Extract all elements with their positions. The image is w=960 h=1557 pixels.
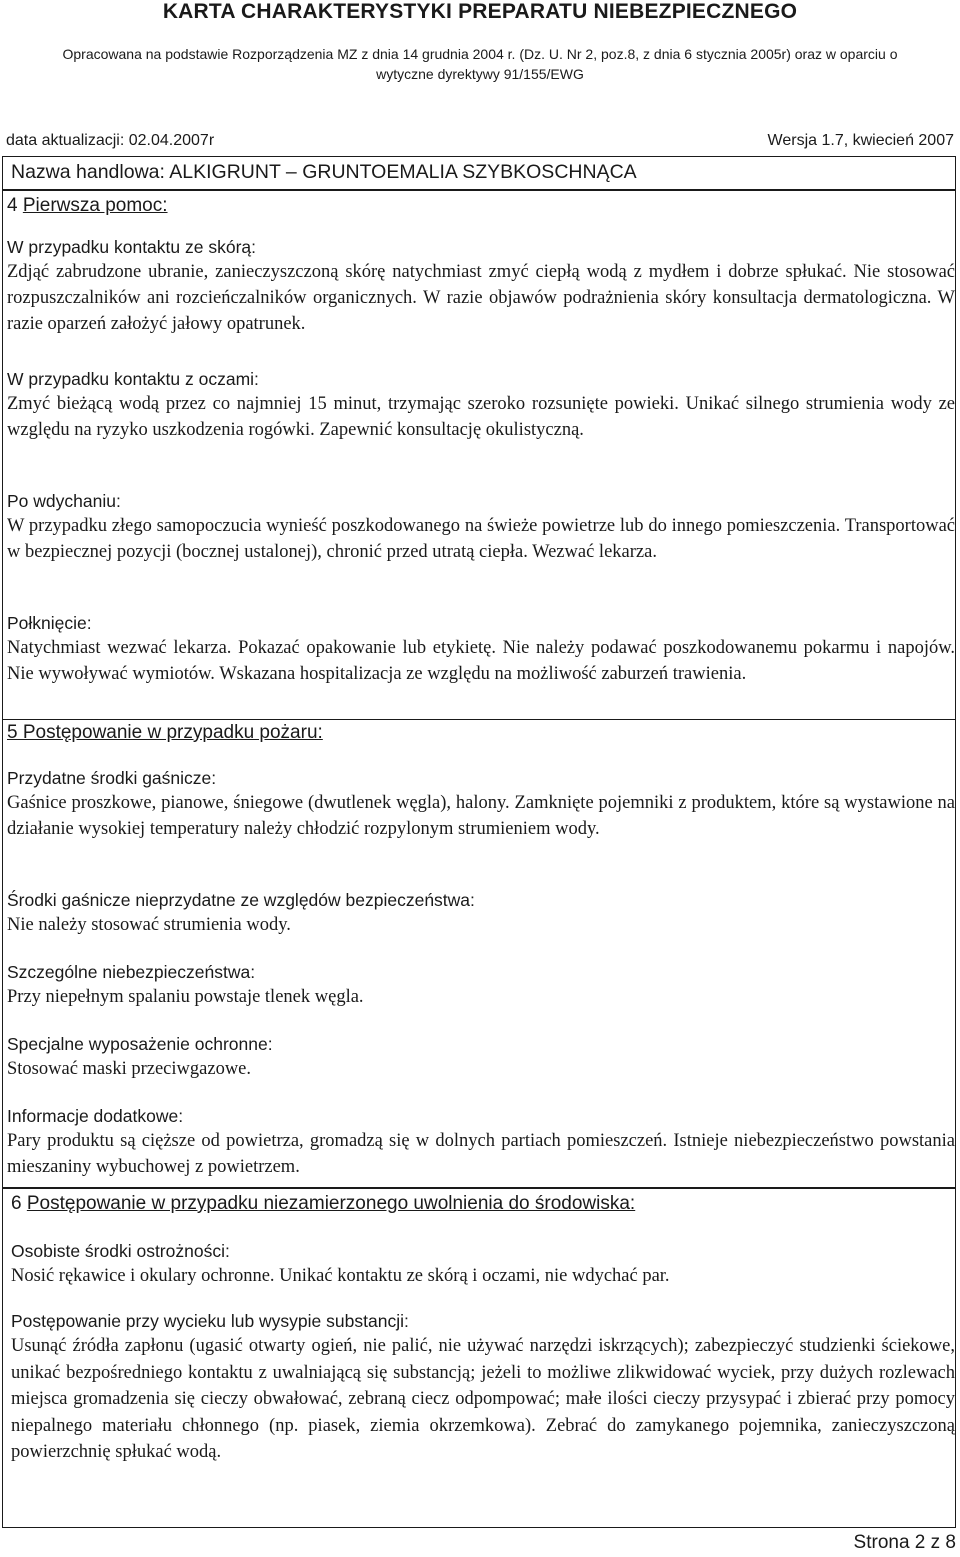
spill-procedure-block (11, 1309, 955, 1466)
section-6-number: 6 (11, 1193, 22, 1214)
document-title: KARTA CHARAKTERYSTYKI PREPARATU NIEBEZPIECZNEGO (162, 0, 798, 23)
version-label: Wersja 1.7, kwiecień 2007 (767, 132, 954, 149)
special-hazards-text: Przy niepełnym spalaniu powstaje tlenek węgla. (7, 987, 364, 1007)
trade-name-box (2, 156, 956, 190)
section-6-title: Postępowanie w przypadku niezamierzonego uwolnienia do środowiska: (26, 1193, 636, 1214)
additional-info-block (7, 1104, 955, 1180)
extinguishing-agents-text: Gaśnice proszkowe, pianowe, śniegowe (dwutlenek węgla), halony. Zamknięte pojemniki z produktem, które są wystawione na działanie wysokiej temperatury należy chłodzić rozpylonym strumieniem wody. (7, 793, 955, 839)
protective-equipment-heading: Specjalne wyposażenie ochronne: (7, 1034, 273, 1054)
page-number: Strona 2 z 8 (853, 1532, 956, 1553)
eye-contact-heading: W przypadku kontaktu z oczami: (7, 369, 259, 389)
eye-contact-text: Zmyć bieżącą wodą przez co najmniej 15 minut, trzymając szeroko rozsunięte powieki. Unikać silnego strumienia wody ze względu na ryzyko uszkodzenia rogówki. Zapewnić konsultację okulistyczną. (7, 394, 955, 440)
section-4-heading (7, 195, 168, 217)
skin-contact-heading: W przypadku kontaktu ze skórą: (7, 237, 256, 257)
protective-equipment-text: Stosować maski przeciwgazowe. (7, 1059, 252, 1079)
section-4-number: 4 (7, 195, 18, 216)
spill-procedure-heading: Postępowanie przy wycieku lub wysypie substancji: (11, 1311, 409, 1331)
section-5-heading (7, 722, 323, 744)
section-4-box (2, 190, 956, 720)
inhalation-text: W przypadku złego samopoczucia wynieść poszkodowanego na świeże powietrze lub do innego pomieszczenia. Transportować w bezpiecznej pozycji (bocznej ustalonej), chronić przed utratą ciepła. Wezwać lekarza. (7, 516, 955, 562)
section-5-title: 5 Postępowanie w przypadku pożaru: (7, 722, 323, 743)
section-6-box (2, 1188, 956, 1528)
meta-row (6, 132, 954, 154)
extinguishing-agents-block (7, 766, 955, 842)
personal-precautions-text: Nosić rękawice i okulary ochronne. Unikać kontaktu ze skórą i oczami, nie wdychać par. (11, 1266, 670, 1286)
section-5-box (2, 720, 956, 1188)
document-subtitle: Opracowana na podstawie Rozporządzenia MZ z dnia 14 grudnia 2004 r. (Dz. U. Nr 2, poz.8, z dnia 6 stycznia 2005r) oraz w oparciu o wytyczne dyrektywy 91/155/EWG (62, 46, 898, 82)
additional-info-text: Pary produktu są cięższe od powietrza, gromadzą się w dolnych partiach pomieszczeń. Istnieje niebezpieczeństwo powstania mieszaniny wybuchowej z powietrzem. (7, 1131, 955, 1177)
personal-precautions-block (11, 1239, 955, 1289)
skin-contact-block (7, 235, 955, 337)
special-hazards-heading: Szczególne niebezpieczeństwa: (7, 962, 256, 982)
extinguishing-agents-heading: Przydatne środki gaśnicze: (7, 768, 217, 788)
section-4-title: Pierwsza pomoc: (22, 195, 168, 216)
unsuitable-agents-block (7, 888, 955, 938)
ingestion-block (7, 611, 955, 687)
update-date: data aktualizacji: 02.04.2007r (6, 132, 215, 149)
trade-name: Nazwa handlowa: ALKIGRUNT – GRUNTOEMALIA SZYBKOSCHNĄCA (11, 161, 637, 183)
protective-equipment-block (7, 1032, 955, 1082)
special-hazards-block (7, 960, 955, 1010)
ingestion-heading: Połknięcie: (7, 613, 92, 633)
additional-info-heading: Informacje dodatkowe: (7, 1106, 184, 1126)
ingestion-text: Natychmiast wezwać lekarza. Pokazać opakowanie lub etykietę. Nie należy podawać poszkodowanemu pokarmu i napojów. Nie wywoływać wymiotów. Wskazana hospitalizacja ze względu na możliwość zaburzeń trawienia. (7, 638, 955, 684)
section-6-heading (11, 1193, 635, 1215)
inhalation-heading: Po wdychaniu: (7, 491, 121, 511)
personal-precautions-heading: Osobiste środki ostrożności: (11, 1241, 230, 1261)
unsuitable-agents-text: Nie należy stosować strumienia wody. (7, 915, 291, 935)
spill-procedure-text: Usunąć źródła zapłonu (ugasić otwarty ogień, nie palić, nie używać narzędzi iskrzących); zabezpieczyć studzienki ściekowe, unikać bezpośredniego kontaktu z uwalniającą się substancją; jeżeli to możliwe zlikwidować wyciek, przy dużych rozlewach miejsca gromadzenia się cieczy obwałować, zebraną ciecz odpompować; małe ilości cieczy przysypać i zbierać przy pomocy niepalnego materiału chłonnego (np. piasek, ziemia okrzemkowa). Zebrać do zamykanego pojemnika, zanieczyszczoną powierzchnię spłukać wodą. (11, 1336, 955, 1462)
unsuitable-agents-heading: Środki gaśnicze nieprzydatne ze względów bezpieczeństwa: (7, 890, 475, 910)
eye-contact-block (7, 367, 955, 443)
skin-contact-text: Zdjąć zabrudzone ubranie, zanieczyszczoną skórę natychmiast zmyć ciepłą wodą z mydłem i dobrze spłukać. Nie stosować rozpuszczalników ani rozcieńczalników organicznych. W razie objawów podrażnienia skóry konsultacja dermatologiczna. W razie oparzeń założyć jałowy opatrunek. (7, 262, 955, 334)
inhalation-block (7, 489, 955, 565)
